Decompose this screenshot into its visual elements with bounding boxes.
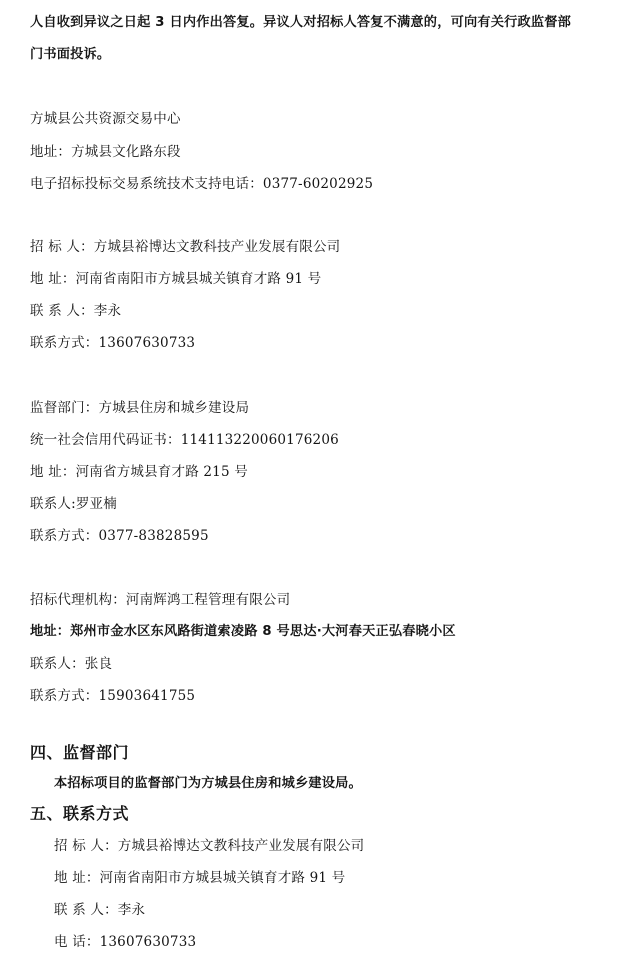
tenderer-contact: 联 系 人：李永	[30, 303, 122, 319]
agency-phone: 联系方式：15903641755	[30, 688, 196, 704]
agency-name: 招标代理机构：河南辉鸿工程管理有限公司	[30, 592, 291, 608]
supervision-credit-code: 统一社会信用代码证书：114113220060176206	[30, 432, 339, 448]
section-4-heading: 四、监督部门	[30, 743, 130, 762]
agency-address: 地址：郑州市金水区东风路街道索凌路 8 号思达·大河春天正弘春晓小区	[30, 624, 456, 639]
agency-contact: 联系人：张良	[30, 656, 113, 672]
section-4-text: 本招标项目的监督部门为方城县住房和城乡建设局。	[54, 776, 362, 791]
objection-text-line-1: 人自收到异议之日起 3 日内作出答复。异议人对招标人答复不满意的，可向有关行政监督部	[30, 15, 572, 30]
section-5-contact: 联 系 人：李永	[54, 902, 146, 918]
section-5-heading: 五、联系方式	[30, 804, 130, 823]
objection-text-line-2: 门书面投诉。	[30, 47, 111, 62]
section-5-tenderer: 招 标 人：方城县裕博达文教科技产业发展有限公司	[54, 838, 365, 854]
section-5-phone: 电 话：13607630733	[54, 934, 197, 950]
tenderer-address: 地 址：河南省南阳市方城县城关镇育才路 91 号	[30, 271, 322, 287]
exchange-center-name: 方城县公共资源交易中心	[30, 111, 181, 127]
tenderer-name: 招 标 人：方城县裕博达文教科技产业发展有限公司	[30, 239, 341, 255]
exchange-center-support-phone: 电子招标投标交易系统技术支持电话：0377-60202925	[30, 176, 374, 192]
exchange-center-address: 地址：方城县文化路东段	[30, 144, 181, 160]
tenderer-phone: 联系方式：13607630733	[30, 335, 196, 351]
supervision-phone: 联系方式：0377-83828595	[30, 528, 209, 544]
supervision-contact: 联系人:罗亚楠	[30, 496, 117, 512]
supervision-address: 地 址：河南省方城县育才路 215 号	[30, 464, 248, 480]
section-5-address: 地 址：河南省南阳市方城县城关镇育才路 91 号	[54, 870, 346, 886]
supervision-dept: 监督部门：方城县住房和城乡建设局	[30, 400, 250, 416]
